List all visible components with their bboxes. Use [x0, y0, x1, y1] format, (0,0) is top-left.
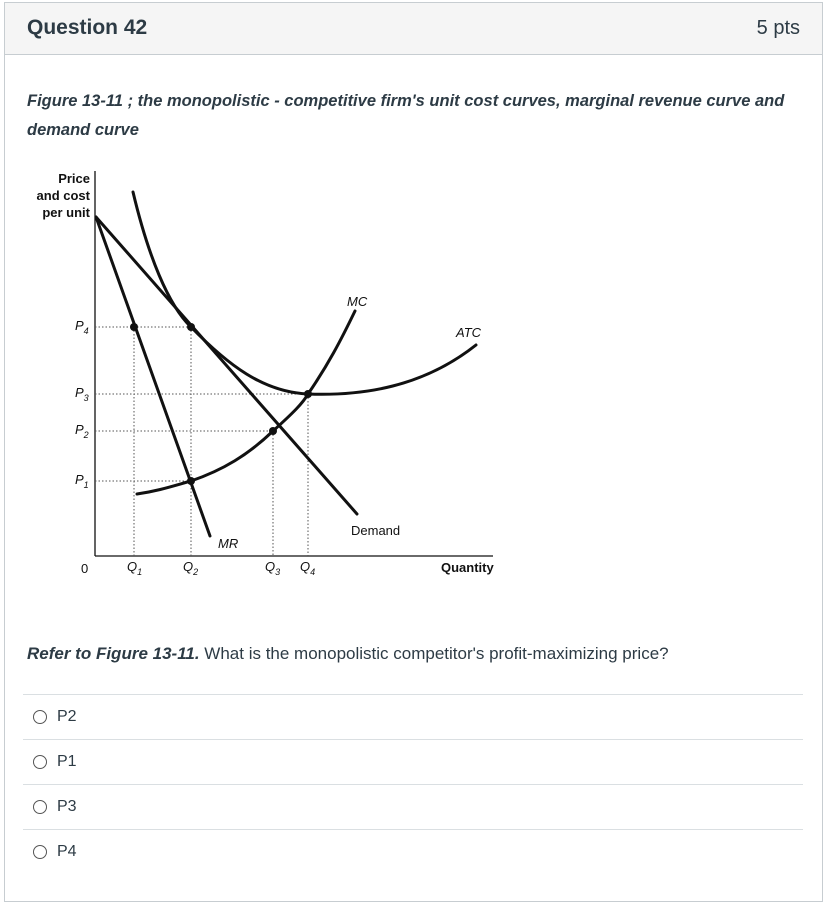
figure-caption: Figure 13-11 ; the monopolistic - competitive firm's unit cost curves, marginal revenue curve and demand curve	[27, 92, 785, 139]
economics-figure	[23, 165, 523, 595]
question-points: 5 pts	[756, 17, 800, 39]
radio-button[interactable]	[33, 710, 47, 724]
radio-button[interactable]	[33, 755, 47, 769]
demand-label: Demand	[351, 523, 401, 538]
answer-label: P3	[57, 798, 77, 815]
q4-label: $Q_4$	[300, 559, 316, 577]
y-axis-label-line1: Price	[58, 171, 90, 186]
question-card	[4, 2, 823, 902]
p3-label: $P_3$	[75, 385, 89, 403]
question-prompt	[27, 644, 669, 664]
p2-label: $P_2$	[75, 422, 89, 440]
answer-option-p4[interactable]	[23, 829, 803, 874]
x-axis-label: Quantity	[441, 560, 494, 575]
mc-label: MC	[347, 294, 368, 309]
answer-label: P4	[57, 843, 77, 860]
answer-option-p3[interactable]	[23, 784, 803, 829]
question-title: Question 42	[27, 16, 148, 39]
radio-button[interactable]	[33, 845, 47, 859]
point-mc-atc	[304, 390, 312, 398]
point-mc-mr	[187, 477, 195, 485]
answer-label: P1	[57, 753, 77, 770]
origin-label: 0	[81, 561, 89, 576]
prompt-figure-reference: Refer to Figure 13-11.	[27, 644, 200, 663]
q2-label: $Q_2$	[183, 559, 199, 577]
point-mr-p4	[130, 323, 138, 331]
radio-button[interactable]	[33, 800, 47, 814]
y-axis-label-line2: and cost	[36, 188, 90, 203]
point-mc-demand	[269, 427, 277, 435]
atc-curve	[133, 192, 476, 394]
q1-label: $Q_1$	[127, 559, 143, 577]
y-axis-label-line3: per unit	[42, 205, 90, 220]
answer-list	[23, 694, 803, 874]
q3-label: $Q_3$	[265, 559, 281, 577]
p1-label: $P_1$	[75, 472, 89, 490]
demand-curve	[96, 217, 357, 514]
answer-option-p2[interactable]	[23, 694, 803, 739]
guide-lines	[95, 327, 308, 556]
mr-label: MR	[218, 536, 239, 551]
mc-curve	[137, 311, 355, 494]
answer-option-p1[interactable]	[23, 739, 803, 784]
atc-label: ATC	[456, 325, 482, 340]
mr-curve	[96, 217, 210, 536]
prompt-text: What is the monopolistic competitor's profit-maximizing price?	[199, 644, 669, 663]
answer-label: P2	[57, 708, 77, 725]
point-atc-demand	[187, 323, 195, 331]
p4-label: $P_4$	[75, 318, 89, 336]
question-header	[5, 3, 822, 55]
